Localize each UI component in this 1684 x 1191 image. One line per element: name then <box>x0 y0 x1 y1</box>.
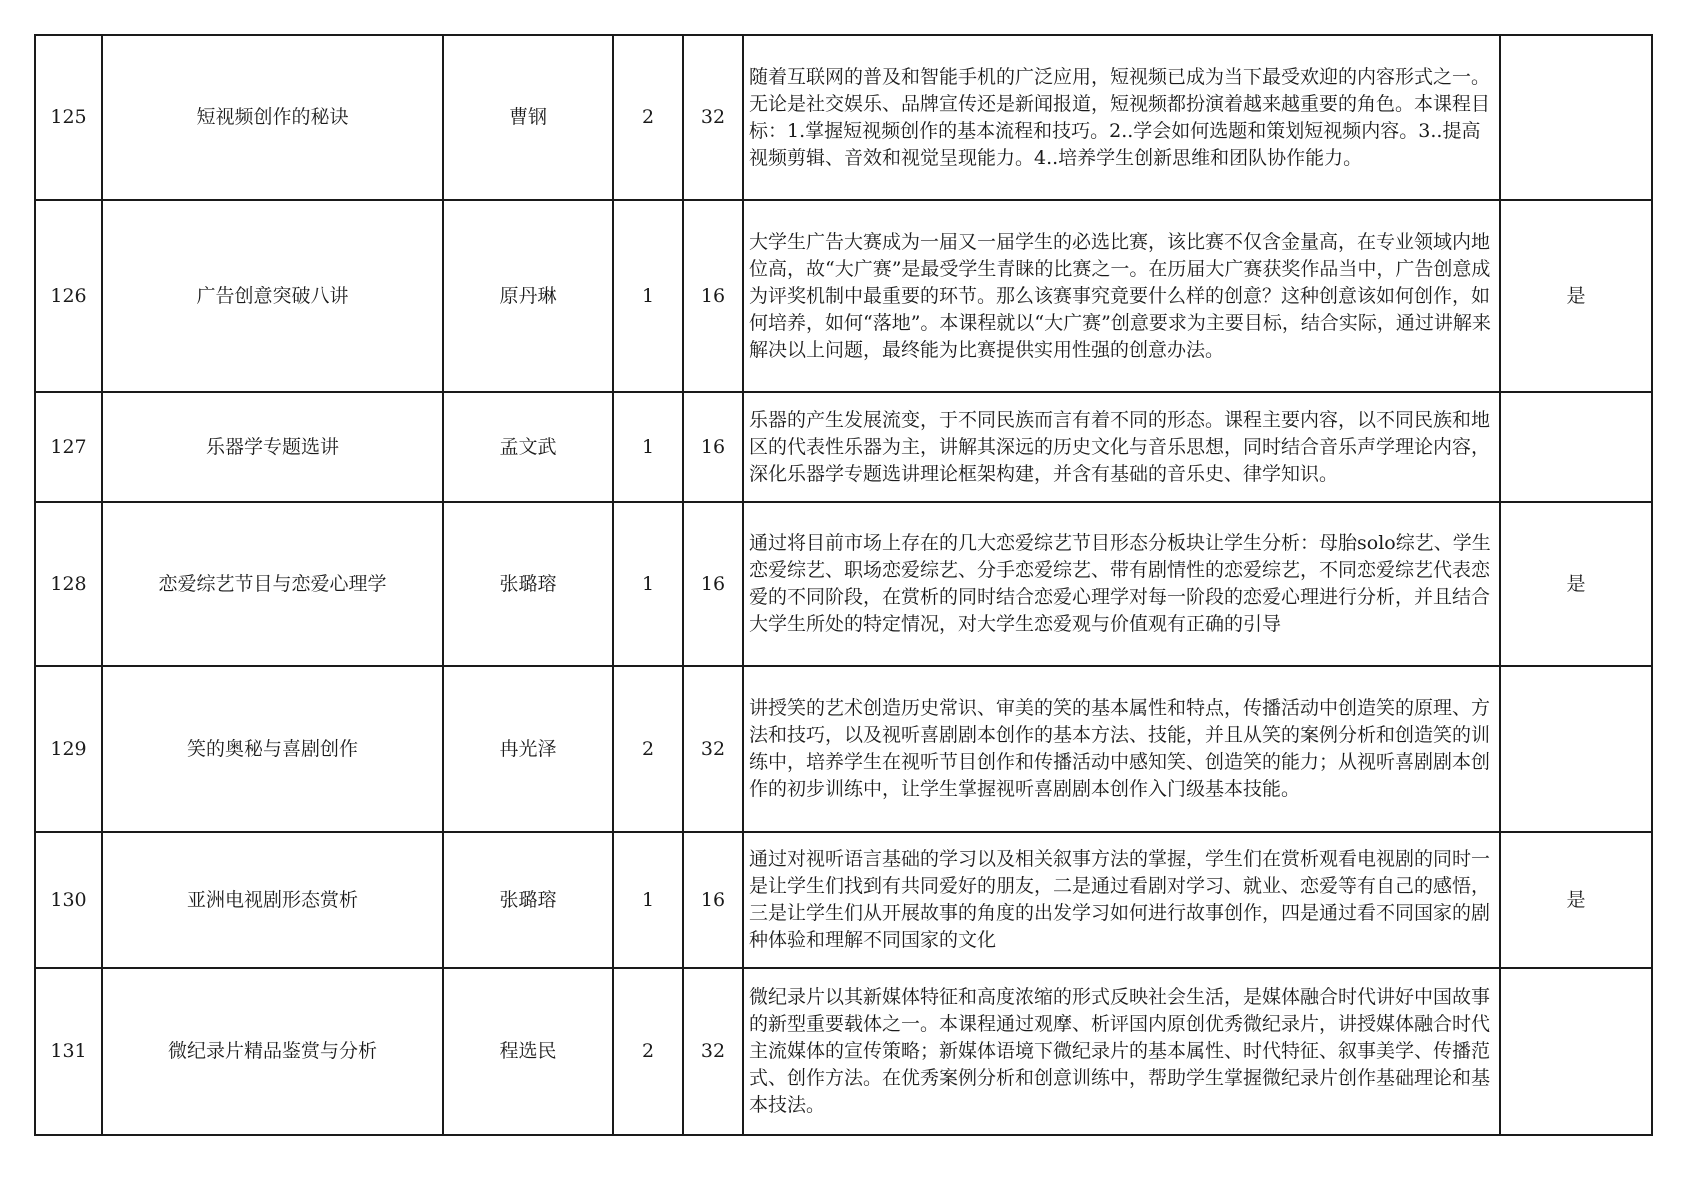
course-teacher: 孟文武 <box>443 392 613 502</box>
course-credit: 1 <box>613 200 683 392</box>
course-number: 129 <box>35 666 102 832</box>
course-credit: 2 <box>613 968 683 1135</box>
course-description-cell <box>743 35 1500 200</box>
table-row <box>35 832 1652 968</box>
course-name: 短视频创作的秘诀 <box>102 35 443 200</box>
course-description-cell <box>743 832 1500 968</box>
course-flag: 是 <box>1500 832 1652 968</box>
course-name: 笑的奥秘与喜剧创作 <box>102 666 443 832</box>
course-description: 通过对视听语言基础的学习以及相关叙事方法的掌握，学生们在赏析观看电视剧的同时一是让学生们找到有共同爱好的朋友，二是通过看剧对学习、就业、恋爱等有自己的感悟，三是让学生们从开展故事的角度的出发学习如何进行故事创作，四是通过看不同国家的剧种体验和理解不同国家的文化 <box>749 848 1491 951</box>
course-hours: 16 <box>683 832 743 968</box>
course-hours: 16 <box>683 392 743 502</box>
course-description: 大学生广告大赛成为一届又一届学生的必选比赛，该比赛不仅含金量高，在专业领域内地位高，故“大广赛”是最受学生青睐的比赛之一。在历届大广赛获奖作品当中，广告创意成为评奖机制中最重要的环节。那么该赛事究竟要什么样的创意？这种创意该如何创作，如何培养，如何“落地”。本课程就以“大广赛”创意要求为主要目标，结合实际，通过讲解来解决以上问题，最终能为比赛提供实用性强的创意办法。 <box>749 230 1491 361</box>
table-row <box>35 666 1652 832</box>
course-number: 131 <box>35 968 102 1135</box>
course-credit: 2 <box>613 35 683 200</box>
course-number: 125 <box>35 35 102 200</box>
course-description: 随着互联网的普及和智能手机的广泛应用，短视频已成为当下最受欢迎的内容形式之一。无论是社交娱乐、品牌宣传还是新闻报道，短视频都扮演着越来越重要的角色。本课程目标：1.掌握短视频创作的基本流程和技巧。2..学会如何选题和策划短视频内容。3..提高视频剪辑、音效和视觉呈现能力。4..培养学生创新思维和团队协作能力。 <box>749 65 1491 169</box>
course-description-cell <box>743 392 1500 502</box>
course-number: 130 <box>35 832 102 968</box>
course-hours: 32 <box>683 35 743 200</box>
course-credit: 2 <box>613 666 683 832</box>
table-row <box>35 502 1652 666</box>
course-flag <box>1500 968 1652 1135</box>
course-description: 讲授笑的艺术创造历史常识、审美的笑的基本属性和特点，传播活动中创造笑的原理、方法和技巧，以及视听喜剧剧本创作的基本方法、技能，并且从笑的案例分析和创造笑的训练中，培养学生在视听节目创作和传播活动中感知笑、创造笑的能力；从视听喜剧剧本创作的初步训练中，让学生掌握视听喜剧剧本创作入门级基本技能。 <box>749 697 1491 800</box>
course-name: 广告创意突破八讲 <box>102 200 443 392</box>
course-name: 微纪录片精品鉴赏与分析 <box>102 968 443 1135</box>
table-row <box>35 968 1652 1135</box>
course-flag: 是 <box>1500 502 1652 666</box>
course-description-cell <box>743 666 1500 832</box>
table-row <box>35 35 1652 200</box>
course-hours: 32 <box>683 666 743 832</box>
course-flag <box>1500 392 1652 502</box>
course-hours: 16 <box>683 502 743 666</box>
course-credit: 1 <box>613 832 683 968</box>
course-number: 127 <box>35 392 102 502</box>
course-number: 126 <box>35 200 102 392</box>
course-number: 128 <box>35 502 102 666</box>
course-description-cell <box>743 200 1500 392</box>
course-teacher: 张璐瑢 <box>443 832 613 968</box>
course-teacher: 程选民 <box>443 968 613 1135</box>
course-description: 通过将目前市场上存在的几大恋爱综艺节目形态分板块让学生分析：母胎solo综艺、学生恋爱综艺、职场恋爱综艺、分手恋爱综艺、带有剧情性的恋爱综艺，不同恋爱综艺代表恋爱的不同阶段，在赏析的同时结合恋爱心理学对每一阶段的恋爱心理进行分析，并且结合大学生所处的特定情况，对大学生恋爱观与价值观有正确的引导 <box>749 532 1491 635</box>
course-flag: 是 <box>1500 200 1652 392</box>
course-table <box>34 34 1653 1136</box>
course-flag <box>1500 666 1652 832</box>
course-hours: 32 <box>683 968 743 1135</box>
course-credit: 1 <box>613 502 683 666</box>
course-teacher: 原丹琳 <box>443 200 613 392</box>
course-credit: 1 <box>613 392 683 502</box>
course-description-cell <box>743 968 1500 1135</box>
course-hours: 16 <box>683 200 743 392</box>
course-name: 恋爱综艺节目与恋爱心理学 <box>102 502 443 666</box>
course-description-cell <box>743 502 1500 666</box>
course-flag <box>1500 35 1652 200</box>
course-description: 微纪录片以其新媒体特征和高度浓缩的形式反映社会生活，是媒体融合时代讲好中国故事的新型重要载体之一。本课程通过观摩、析评国内原创优秀微纪录片，讲授媒体融合时代主流媒体的宣传策略；新媒体语境下微纪录片的基本属性、时代特征、叙事美学、传播范式、创作方法。在优秀案例分析和创意训练中，帮助学生掌握微纪录片创作基础理论和基本技法。 <box>749 986 1491 1116</box>
table-row <box>35 200 1652 392</box>
table-row <box>35 392 1652 502</box>
course-name: 乐器学专题选讲 <box>102 392 443 502</box>
course-description: 乐器的产生发展流变，于不同民族而言有着不同的形态。课程主要内容，以不同民族和地区的代表性乐器为主，讲解其深远的历史文化与音乐思想，同时结合音乐声学理论内容，深化乐器学专题选讲理论框架构建，并含有基础的音乐史、律学知识。 <box>749 408 1491 485</box>
course-teacher: 张璐瑢 <box>443 502 613 666</box>
course-name: 亚洲电视剧形态赏析 <box>102 832 443 968</box>
course-teacher: 曹钢 <box>443 35 613 200</box>
course-teacher: 冉光泽 <box>443 666 613 832</box>
